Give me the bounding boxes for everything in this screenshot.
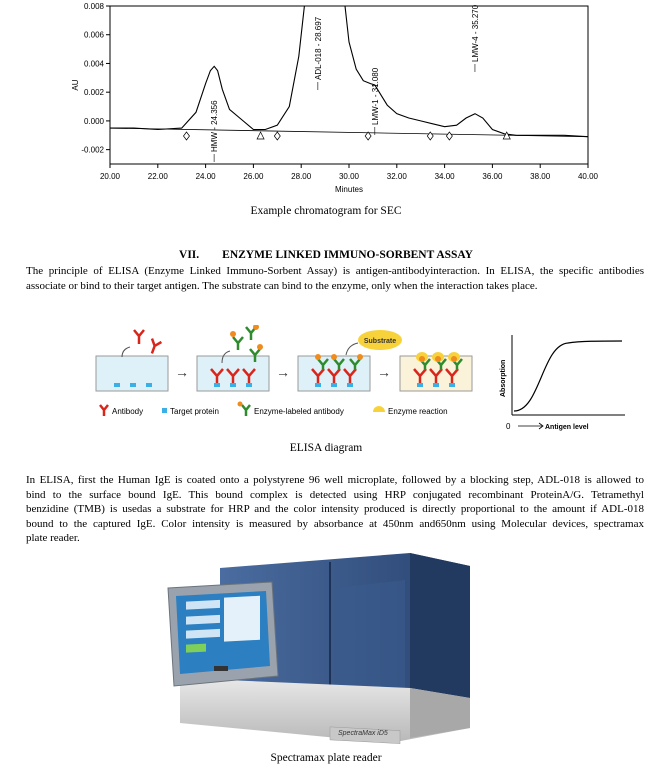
section-number: VII. xyxy=(179,249,200,261)
paragraph-line: plate reader. xyxy=(26,532,80,544)
y-tick-label: 0.000 xyxy=(83,116,104,126)
elisa-diagram xyxy=(90,325,640,437)
x-tick-label: 30.00 xyxy=(338,172,360,181)
curve-origin: 0 xyxy=(506,422,511,431)
paragraph-line: bound to the captured IgE. Color intensity is measured by absorbance at 450nm and650nm using Molecular devices, spectramax xyxy=(26,517,644,530)
peak-label: LMW-4 - 35.270 xyxy=(470,4,480,62)
chromatogram-caption: Example chromatogram for SEC xyxy=(250,205,402,217)
elisa-caption: ELISA diagram xyxy=(289,442,363,454)
section-title: ENZYME LINKED IMMUNO-SORBENT ASSAY xyxy=(222,249,473,261)
x-tick-label: 32.00 xyxy=(386,172,407,181)
spectramax-plate-reader-image xyxy=(160,548,500,748)
x-tick-label: 22.00 xyxy=(147,172,168,181)
paragraph-line: In ELISA, first the Human IgE is coated onto a polystyrene 96 well microplate, followed by a blocking step, ADL-018 is allowed to xyxy=(26,474,644,486)
y-tick-label: 0.006 xyxy=(83,30,104,40)
legend-enzyme-reaction: Enzyme reaction xyxy=(388,407,448,416)
legend-target-protein: Target protein xyxy=(170,407,219,416)
arrow-icon: → xyxy=(276,364,290,380)
y-tick-label: 0.004 xyxy=(83,59,104,69)
x-tick-label: 24.00 xyxy=(195,172,216,181)
paragraph-line: associate or bind to their target antigen. The substrate can bind to the enzyme, only when the interaction takes place. xyxy=(26,279,538,292)
x-axis-label: Minutes xyxy=(334,185,364,194)
elisa-well-2 xyxy=(197,325,269,391)
legend-antibody: Antibody xyxy=(112,407,144,416)
elisa-well-3 xyxy=(298,330,402,391)
y-tick-label: -0.002 xyxy=(81,145,104,155)
x-tick-label: 36.00 xyxy=(482,172,503,181)
y-axis-label: AU xyxy=(71,79,80,91)
section-heading xyxy=(0,249,652,261)
substrate-label: Substrate xyxy=(363,338,397,345)
y-tick-label: 0.008 xyxy=(83,2,104,11)
peak-label: ADL-018 - 28.697 xyxy=(313,16,323,80)
y-tick-label: 0.002 xyxy=(83,88,104,98)
peak-label: HMW - 24.356 xyxy=(210,100,220,152)
paragraph-elisa-method xyxy=(26,473,644,546)
peak-label: LMW-1 - 31.080 xyxy=(370,67,380,125)
spectramax-caption: Spectramax plate reader xyxy=(270,752,382,764)
curve-ylabel: Absorption xyxy=(500,359,507,397)
enzyme-labeled-antibody-icon xyxy=(242,405,250,416)
legend-enzyme-labeled-antibody: Enzyme-labeled antibody xyxy=(254,407,344,416)
plot-frame xyxy=(110,6,588,164)
paragraph-line: bind to the surface bound IgE. This bound complex is detected using HRP conjugated recombinant ProteinA/G. Tetramethyl xyxy=(26,488,644,501)
elisa-legend xyxy=(100,402,448,417)
paragraph-line: benzidine (TMB) is usedas a substrate for HRP and the color intensity produced is directly proportional to the amount if ADL-018 xyxy=(26,503,644,515)
x-tick-label: 26.00 xyxy=(243,172,264,181)
target-protein-icon xyxy=(162,408,167,413)
arrow-icon: → xyxy=(175,364,189,380)
curve-xlabel: Antigen level xyxy=(545,424,589,431)
absorption-curve xyxy=(500,335,625,431)
arrow-icon: → xyxy=(377,364,391,380)
enzyme-reaction-icon xyxy=(373,406,385,412)
elisa-well-4 xyxy=(400,352,472,391)
x-tick-label: 40.00 xyxy=(577,172,599,181)
x-tick-label: 28.00 xyxy=(291,172,312,181)
x-tick-label: 34.00 xyxy=(434,172,455,181)
paragraph-elisa-principle xyxy=(26,264,644,293)
x-tick-label: 20.00 xyxy=(99,172,121,181)
device-label: SpectraMax iD5 xyxy=(338,730,388,737)
elisa-well-1 xyxy=(96,330,168,391)
chromatogram-chart xyxy=(60,0,600,200)
antibody-icon xyxy=(100,405,108,416)
x-tick-label: 38.00 xyxy=(530,172,551,181)
paragraph-line: The principle of ELISA (Enzyme Linked Immuno-Sorbent Assay) is antigen-antibodyinteraction. In ELISA, the specific antibodies xyxy=(26,265,644,277)
